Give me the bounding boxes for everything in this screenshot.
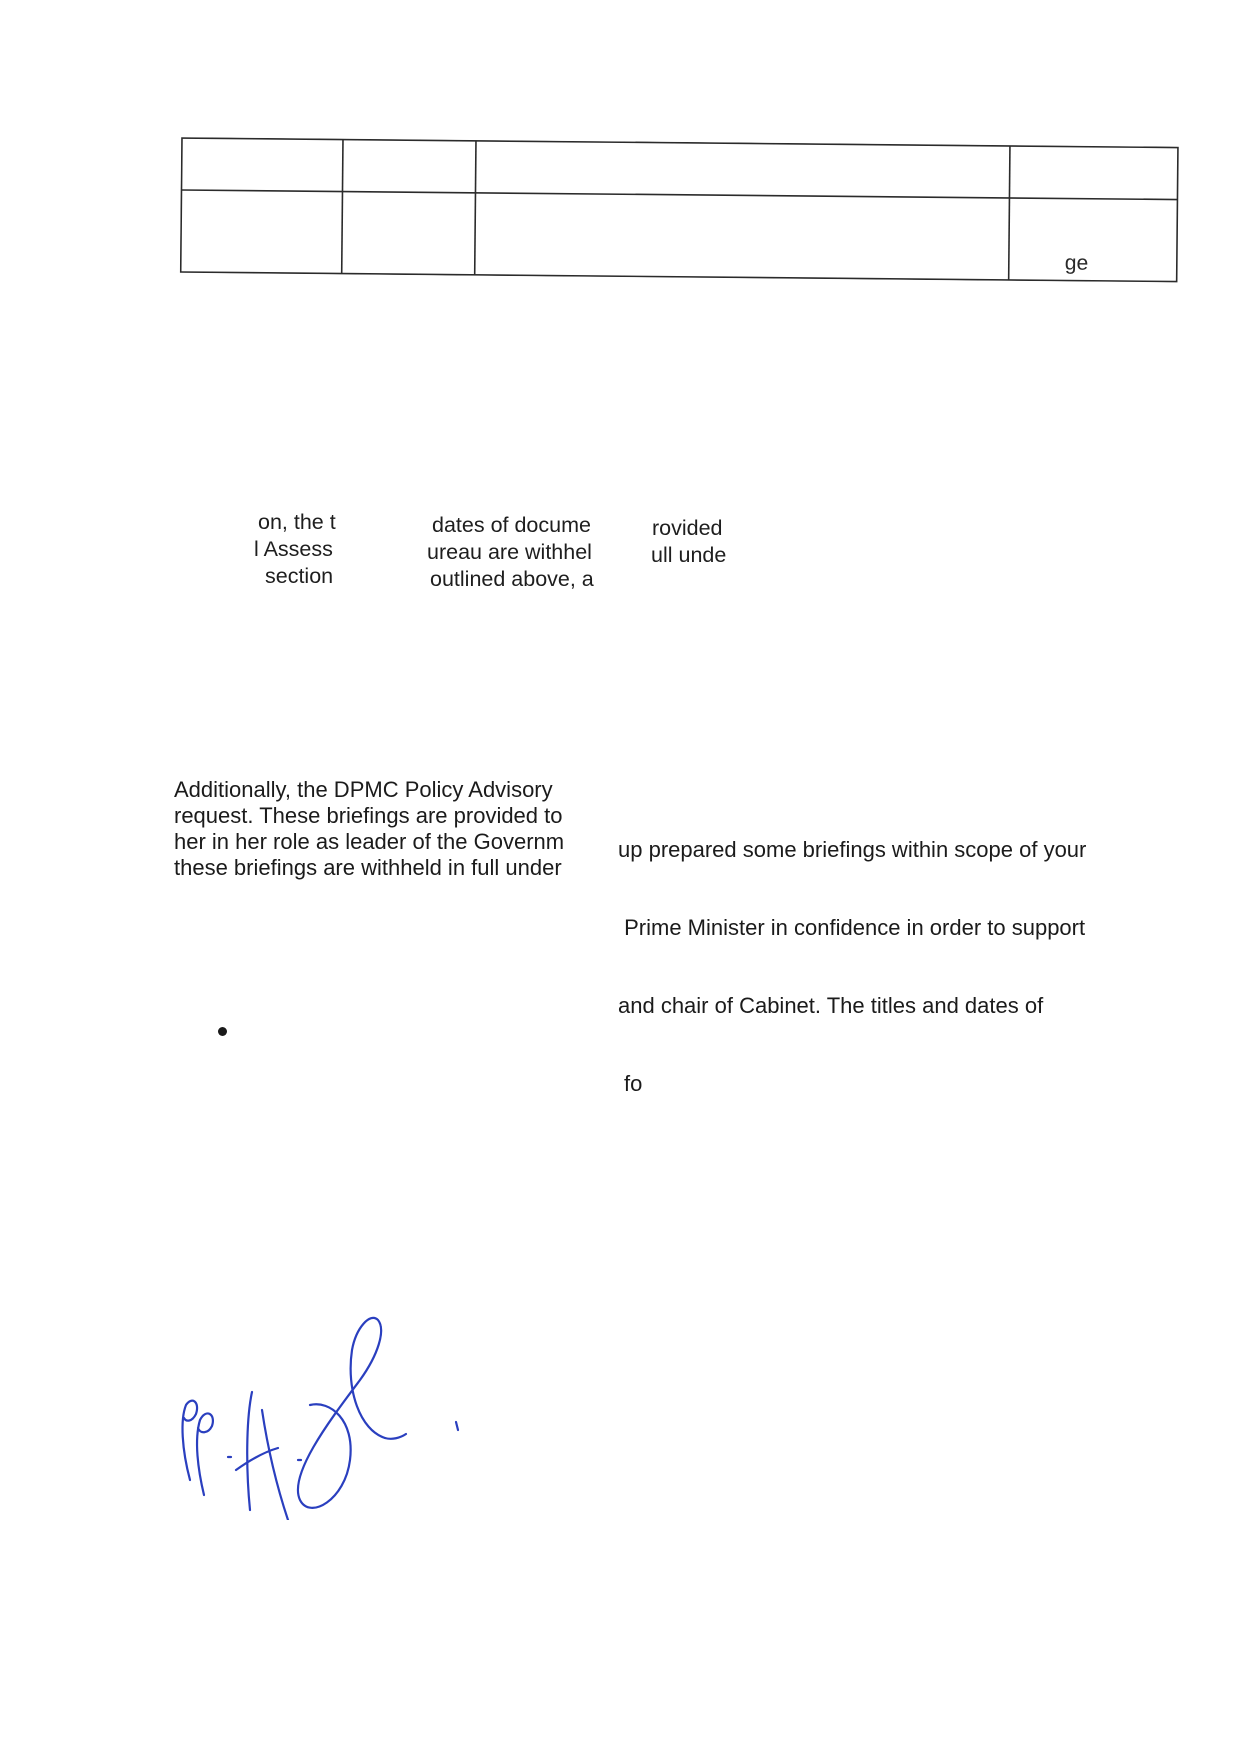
handwritten-signature — [160, 1310, 500, 1520]
paragraph-left-line2: request. These briefings are provided to — [174, 803, 563, 828]
paragraph-right — [618, 785, 1086, 1149]
paragraph-left — [174, 777, 564, 881]
redacted-table — [180, 137, 1181, 283]
fragment-col3-line2: ull unde — [651, 543, 727, 567]
fragment-col1-line3: section — [265, 564, 334, 588]
paragraph-right-line1: up prepared some briefings within scope of your — [618, 837, 1087, 862]
fragment-col2-line1: dates of docume — [432, 513, 591, 537]
paragraph-left-line3: her in her role as leader of the Governm — [174, 829, 565, 854]
paragraph-left-line1: Additionally, the DPMC Policy Advisory — [174, 777, 553, 802]
paragraph-right-line4: fo — [624, 1071, 643, 1096]
fragment-col1-line2: l Assess — [254, 537, 333, 561]
signature-drawing — [160, 1310, 500, 1520]
bullet-point — [218, 1027, 227, 1036]
table-grid — [180, 137, 1181, 283]
fragment-col2-line2: ureau are withhel — [427, 540, 592, 564]
fragment-col3-line1: rovided — [652, 516, 723, 540]
paragraph-left-line4: these briefings are withheld in full under — [174, 855, 562, 880]
paragraph-right-line2: Prime Minister in confidence in order to support — [618, 915, 1086, 940]
table-cell-text: ge — [1064, 251, 1089, 275]
paragraph-right-line3: and chair of Cabinet. The titles and dates of — [618, 993, 1044, 1018]
fragment-col1-line1: on, the t — [258, 510, 336, 534]
fragment-col2-line3: outlined above, a — [430, 567, 594, 591]
